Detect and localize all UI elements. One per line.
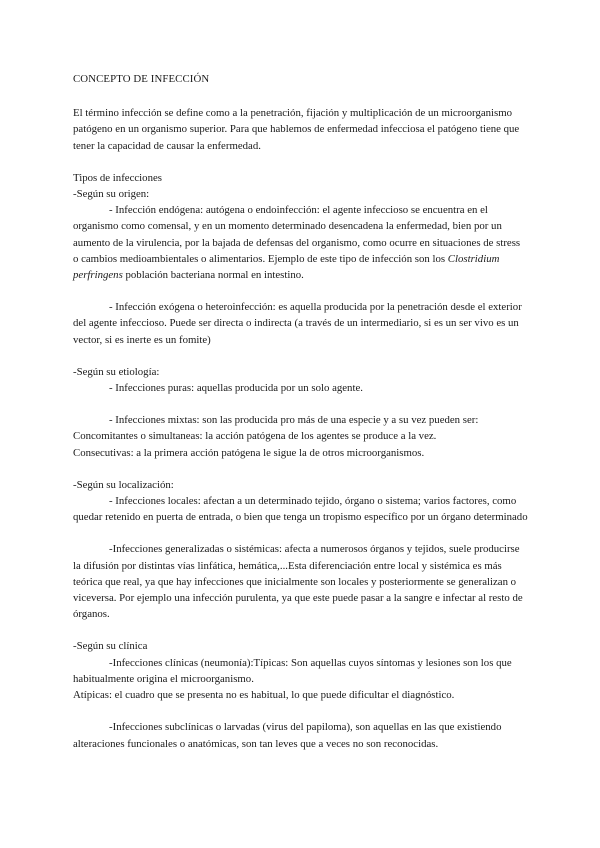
generalizadas-paragraph: -Infecciones generalizadas o sistémicas: afecta a numerosos órganos y tejidos, suele producirse la difusión por distintas vías linfática, hemática,...Esta diferenciación entre local y sistémica es más teórica que real, ya que hay infecciones que inicialmente son locales y posteriormente se generalizan o viceversa. Por ejemplo una infección purulenta, ya que este puede pasar a la sangre e infectar al resto de órganos. [73, 543, 523, 621]
subclinicas-paragraph: -Infecciones subclínicas o larvadas (virus del papiloma), son aquellas en las que existiendo alteraciones funcionales o anatómicas, son tan leves que a veces no son reconocidas. [73, 721, 502, 750]
atipicas-paragraph: Atípicas: el cuadro que se presenta no es habitual, lo que puede dificultar el diagnóstico. [73, 689, 455, 702]
exogena-paragraph: - Infección exógena o heteroinfección: es aquella producida por la penetración desde el exterior del agente infeccioso. Puede ser directa o indirecta (a través de un intermediario, si es un ser vivo es un vector, si es inerte es un fomite) [73, 301, 522, 346]
tipos-heading: Tipos de infecciones [73, 171, 162, 184]
clinicas-paragraph: -Infecciones clínicas (neumonía):Típicas: Son aquellas cuyos síntomas y lesiones son los que habitualmente origina el microorganismo. [73, 656, 512, 685]
endogena-text: - Infección endógena: autógena o endoinfección: el agente infeccioso se encuentra en el organismo como comensal, y en un momento determinado desencadena la enfermedad, bien por un aumento de la virulencia, por la bajada de defensas del organismo, como ocurre en situaciones de stress o cambios medioambientales o alimentarios. Ejemplo de este tipo de infección son los [73, 204, 521, 265]
concomitantes-paragraph: Concomitantes o simultaneas: la acción patógena de los agentes se produce a la vez. [73, 430, 437, 443]
endogena-species: Clostridium perfringens [73, 252, 500, 282]
endogena-text-end: población bacteriana normal en intestino. [122, 269, 304, 282]
document-title: CONCEPTO DE INFECCIÓN [73, 73, 210, 85]
etiologia-heading: -Según su etiología: [73, 365, 160, 378]
intro-paragraph: El término infección se define como a la penetración, fijación y multiplicación de un microorganismo patógeno en un organismo superior. Para que hablemos de enfermedad infecciosa el patógeno tiene que tener la capacidad de causar la enfermedad. [73, 107, 520, 152]
consecutivas-paragraph: Consecutivas: a la primera acción patógena le sigue la de otros microorganismos. [73, 446, 425, 459]
localizacion-heading: -Según su localización: [73, 478, 174, 491]
locales-paragraph: - Infecciones locales: afectan a un determinado tejido, órgano o sistema; varios factores, como quedar retenido en puerta de entrada, o bien que tenga un tropismo específico por un órgano determinado [73, 495, 528, 524]
document-page [73, 71, 528, 752]
mixtas-paragraph: - Infecciones mixtas: son las producida pro más de una especie y a su vez pueden ser: [109, 414, 479, 427]
origen-heading: -Según su origen: [73, 188, 150, 201]
clinica-heading: -Según su clínica [73, 640, 148, 653]
puras-paragraph: - Infecciones puras: aquellas producida por un solo agente. [109, 382, 363, 395]
endogena-paragraph [73, 202, 528, 283]
